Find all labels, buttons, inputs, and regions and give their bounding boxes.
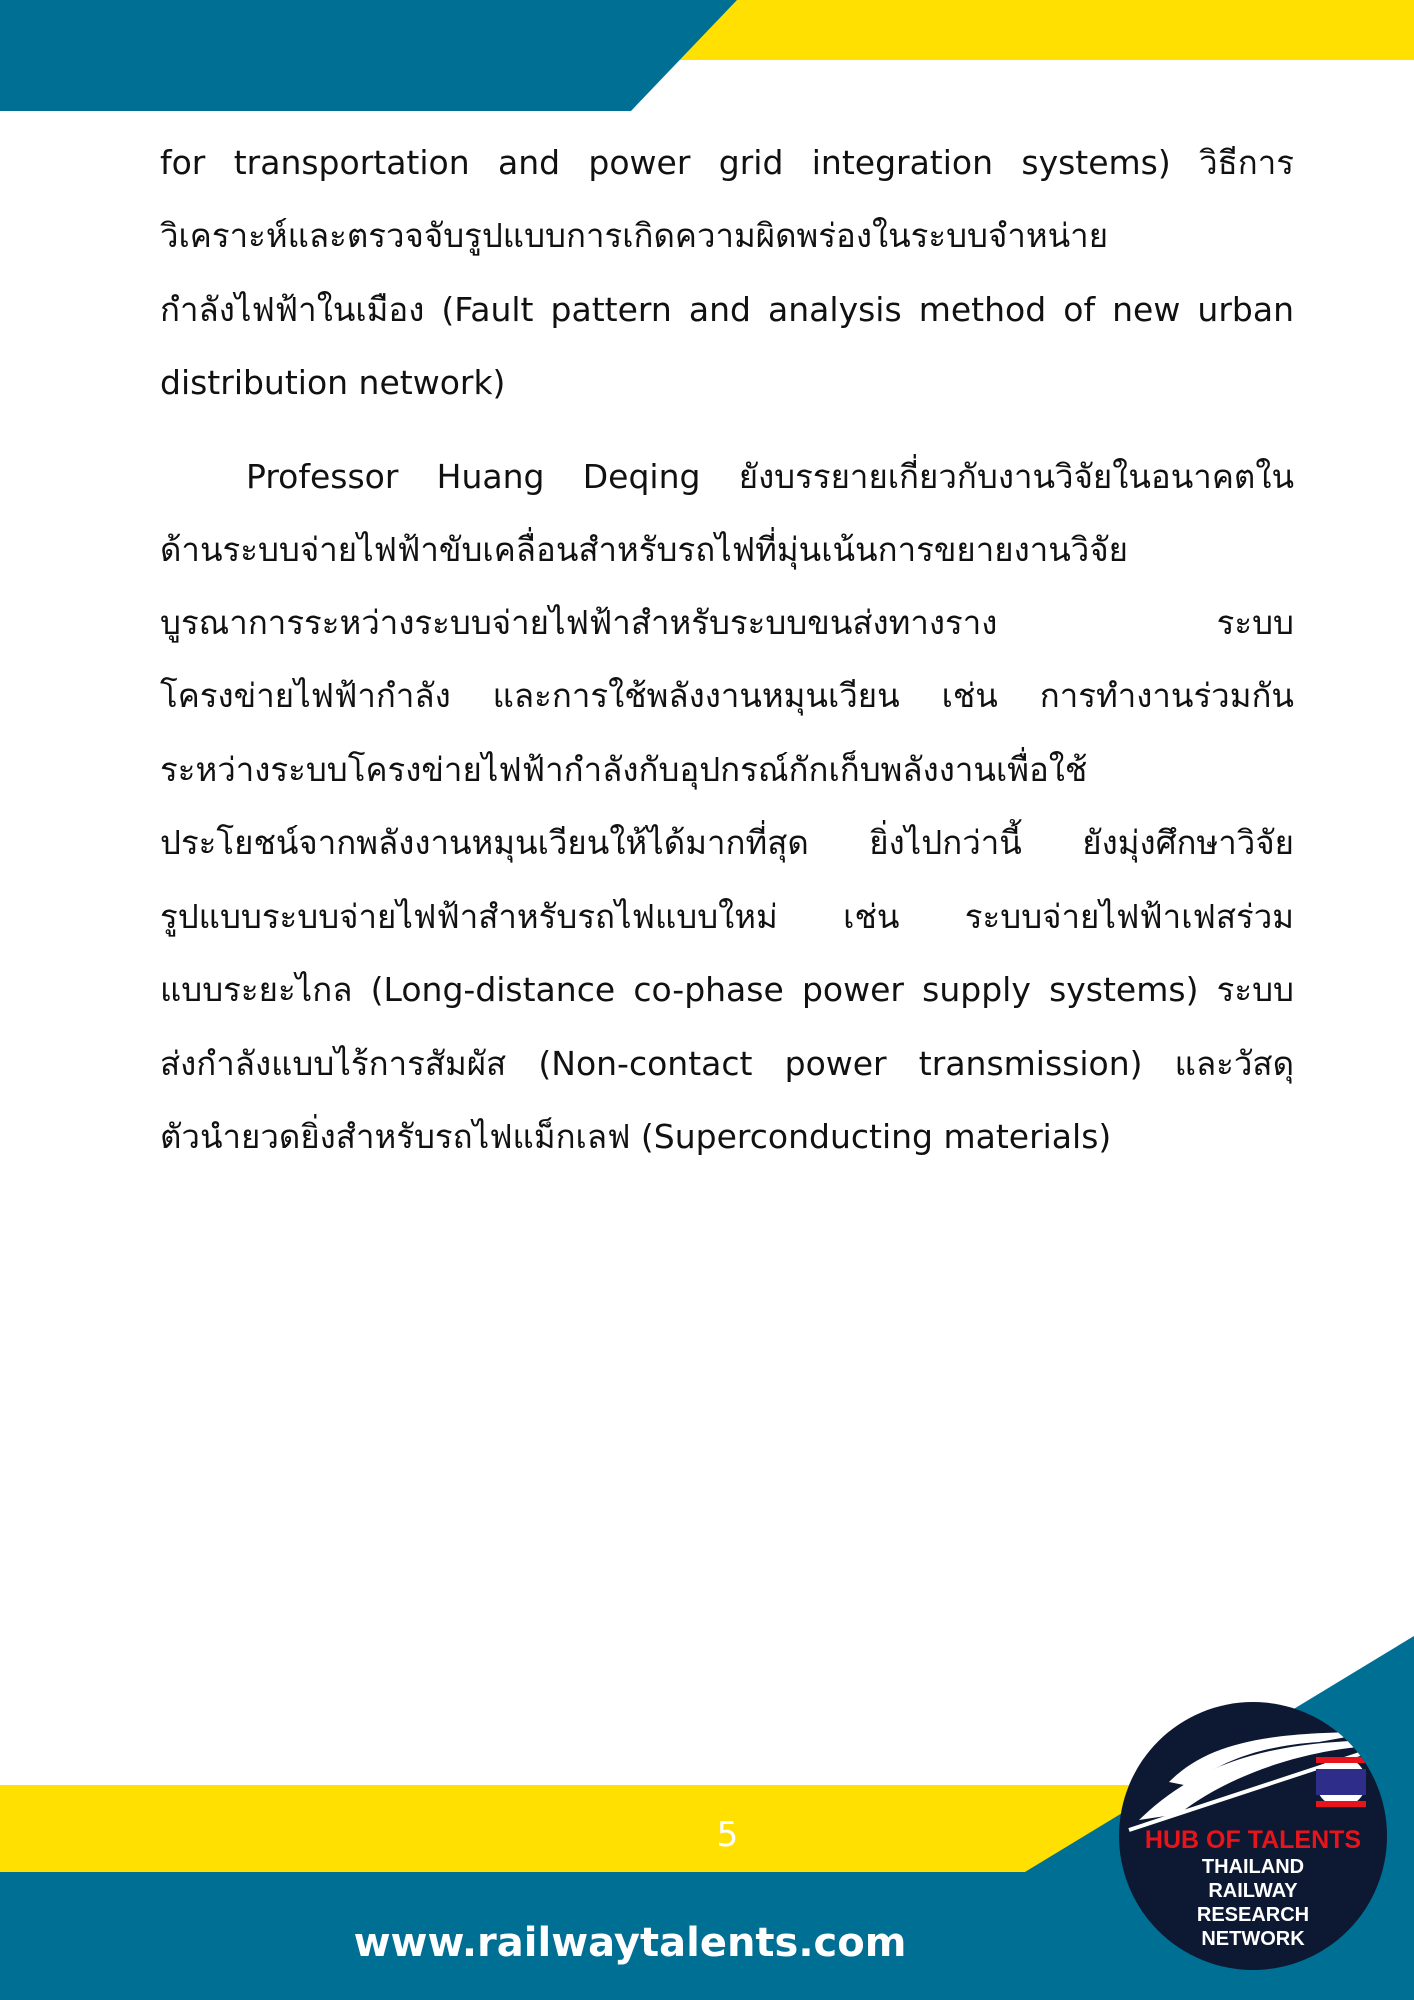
logo-line: NETWORK xyxy=(1201,1928,1305,1950)
website-link[interactable]: www.railwaytalents.com xyxy=(353,1920,907,1966)
text-line: ระหว่างระบบโครงข่ายไฟฟ้ากำลังกับอุปกรณ์กักเก็บพลังงานเพื่อใช้ xyxy=(160,750,1088,789)
text-line: รูปแบบระบบจ่ายไฟฟ้าสำหรับรถไฟแบบใหม่ เช่น ระบบจ่ายไฟฟ้าเฟสร่วม xyxy=(160,897,1294,936)
logo-line: RESEARCH xyxy=(1196,1904,1310,1926)
text-line: ส่งกำลังแบบไร้การสัมผัส (Non-contact power transmission) และวัสดุ xyxy=(160,1044,1294,1083)
logo-line: RAILWAY xyxy=(1208,1880,1298,1902)
text-line: กำลังไฟฟ้าในเมือง (Fault pattern and analysis method of new urban xyxy=(160,290,1294,329)
text-line: for transportation and power grid integration systems) วิธีการ xyxy=(160,143,1294,182)
logo-title: HUB OF TALENTS xyxy=(1144,1826,1362,1854)
text-line: ประโยชน์จากพลังงานหมุนเวียนให้ได้มากที่สุด ยิ่งไปกว่านี้ ยังมุ่งศึกษาวิจัย xyxy=(160,823,1294,862)
hub-of-talents-logo xyxy=(1119,1702,1387,1970)
page-number: 5 xyxy=(716,1815,739,1855)
logo-line: THAILAND xyxy=(1201,1856,1305,1878)
text-line: distribution network) xyxy=(160,363,506,402)
text-line: วิเคราะห์และตรวจจับรูปแบบการเกิดความผิดพร่องในระบบจำหน่าย xyxy=(160,216,1109,255)
text-line: บูรณาการระหว่างระบบจ่ายไฟฟ้าสำหรับระบบขนส่งทางราง ระบบ xyxy=(160,603,1294,642)
text-line: ด้านระบบจ่ายไฟฟ้าขับเคลื่อนสำหรับรถไฟที่มุ่นเน้นการขยายงานวิจัย xyxy=(160,530,1129,569)
text-line: ตัวนำยวดยิ่งสำหรับรถไฟแม็กเลฟ (Superconducting materials) xyxy=(160,1117,1112,1156)
text-line: Professor Huang Deqing ยังบรรยายเกี่ยวกับงานวิจัยในอนาคตใน xyxy=(246,457,1294,496)
header-banner xyxy=(0,0,1414,115)
text-line: แบบระยะไกล (Long-distance co-phase power supply systems) ระบบ xyxy=(160,970,1294,1009)
text-line: โครงข่ายไฟฟ้ากำลัง และการใช้พลังงานหมุนเวียน เช่น การทำงานร่วมกัน xyxy=(160,676,1294,715)
